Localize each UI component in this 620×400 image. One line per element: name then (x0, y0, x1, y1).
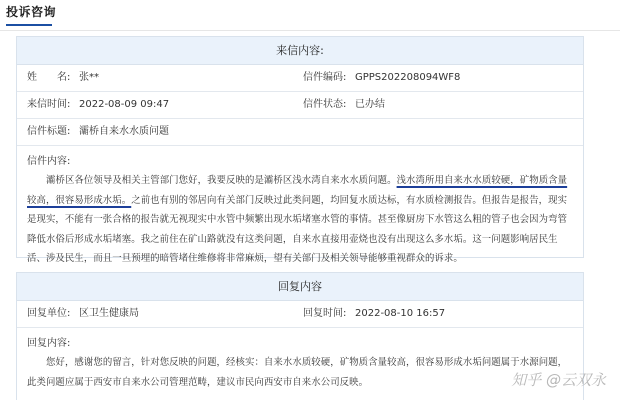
reply-content: 您好，感谢您的留言，针对您反映的问题，经核实：自来水水质较硬，矿物质含量较高，很容易形成水垢问题属于水源问题，此类问题应属于西安市自来水公司管理范畴，建议市民向西安市自来水公司反映。 (27, 357, 568, 388)
name-label: 姓 名: (27, 72, 71, 83)
active-tab-indicator (6, 24, 52, 26)
reply-unit-value: 区卫生健康局 (79, 308, 139, 319)
letter-content-intro: 灞桥区各位领导及相关主管部门您好，我要反映的是灞桥区浅水湾自来水水质问题。 (46, 175, 397, 186)
letter-row-subject (17, 119, 583, 146)
letter-content (17, 167, 583, 269)
tab-complaint-consult[interactable]: 投诉咨询 (6, 5, 57, 19)
reply-time-label: 回复时间: (303, 308, 347, 319)
reply-panel-header: 回复内容 (17, 273, 583, 301)
letter-content-label: 信件内容: (27, 156, 71, 167)
status-value: 已办结 (355, 99, 385, 110)
reply-content-label: 回复内容: (27, 338, 71, 349)
code-value: GPPS202208094WF8 (355, 72, 461, 83)
letter-panel (16, 36, 584, 264)
watermark: 知乎 @云双永 (511, 371, 606, 389)
name-value: 张** (79, 72, 99, 83)
reply-unit-label: 回复单位: (27, 308, 71, 319)
subject-value: 灞桥自来水水质问题 (79, 126, 169, 137)
letter-time-value: 2022-08-09 09:47 (79, 99, 170, 110)
letter-row-name-code (17, 65, 583, 92)
letter-panel-header: 来信内容: (17, 37, 583, 65)
letter-content-highlight: 浅水湾所用自来水水质较硬，矿物质含量较高，很容易形成水垢。 (27, 175, 568, 206)
letter-time-label: 来信时间: (27, 99, 71, 110)
reply-row-unit-time (17, 301, 583, 328)
code-label: 信件编码: (303, 72, 347, 83)
letter-row-time-status (17, 92, 583, 119)
reply-time-value: 2022-08-10 16:57 (355, 308, 446, 319)
tab-bar (0, 0, 620, 31)
letter-content-rest: 之前也有别的邻居向有关部门反映过此类问题，均回复水质达标，有水质检测报告。但报告是报告，现实是现实，不能有一张合格的报告就无视现实中水管中频繁出现水垢堵塞水管的事情。甚至像厨房下水管这么粗的管子也会因为弯管降低水俗后形成水垢堵塞。我之前住在矿山路就没有这类问题，自来水直接用壶烧也没有出现这么多水垢。这一问题影响居民生活、涉及民生，而且一旦预埋的暗管堵住维修将非常麻烦，望有关部门及相关领导能够重视群众的诉求。 (27, 194, 568, 264)
status-label: 信件状态: (303, 99, 347, 110)
reply-panel (16, 272, 584, 400)
subject-label: 信件标题: (27, 126, 71, 137)
